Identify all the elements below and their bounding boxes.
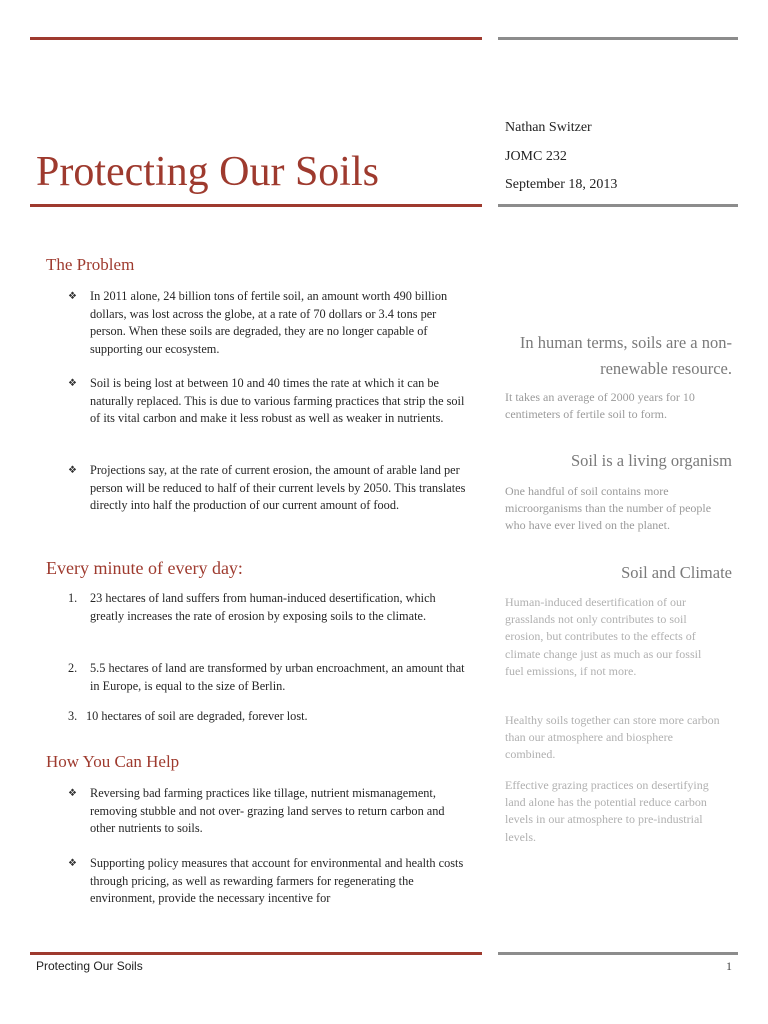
numbered-item xyxy=(68,660,468,695)
document-date: September 18, 2013 xyxy=(505,177,618,192)
footer-rule-right xyxy=(498,952,738,955)
page-number: 1 xyxy=(726,959,732,973)
author-name: Nathan Switzer xyxy=(505,120,592,135)
sidebar-living-heading: Soil is a living organism xyxy=(570,451,732,470)
problem-bullet xyxy=(68,375,468,428)
numbered-item xyxy=(68,590,468,625)
problem-bullet xyxy=(68,288,468,358)
problem-bullet xyxy=(68,462,468,515)
bullet-text: Projections say, at the rate of current erosion, the amount of arable land per person will be reduced to half of their current levels by 2050. This translates directly into half the production of our current amount of food. xyxy=(90,463,466,512)
bullet-text: Soil is being lost at between 10 and 40 times the rate at which it can be naturally replaced. This is due to various farming practices that strip the soil of its vital carbon and make it less robust as well as weaker in nutrients. xyxy=(90,376,465,425)
course-code: JOMC 232 xyxy=(505,149,567,164)
sidebar-human-terms-text: It takes an average of 2000 years for 10 centimeters of fertile soil to form. xyxy=(505,390,695,422)
footer-rule-left xyxy=(30,952,482,955)
top-rule-right xyxy=(498,37,738,40)
title-rule-left xyxy=(30,204,482,207)
diamond-bullet-icon: ❖ xyxy=(68,291,77,302)
title-rule-right xyxy=(498,204,738,207)
item-number: 2. xyxy=(68,661,78,675)
sidebar-human-terms-heading: In human terms, soils are a non-renewable resource. xyxy=(519,333,732,378)
diamond-bullet-icon: ❖ xyxy=(68,858,77,869)
sidebar-climate-heading: Soil and Climate xyxy=(621,563,732,582)
help-bullet xyxy=(68,855,468,908)
help-bullet xyxy=(68,785,468,838)
page-title: Protecting Our Soils xyxy=(36,149,379,195)
bullet-text: Supporting policy measures that account for environmental and health costs through pricing, as well as rewarding farmers for regenerating the environment, provide the necessary incentive for xyxy=(90,856,464,905)
problem-heading: The Problem xyxy=(46,255,135,274)
every-minute-heading: Every minute of every day: xyxy=(46,558,243,578)
bullet-text: In 2011 alone, 24 billion tons of fertile soil, an amount worth 490 billion dollars, was lost across the globe, at a rate of 70 dollars or 3.4 tons per person. When these soils are degraded, they are no longer capable of supporting our ecosystem. xyxy=(90,289,448,356)
footer-title: Protecting Our Soils xyxy=(36,959,143,973)
sidebar-living-text: One handful of soil contains more microorganisms than the number of people who have ever lived on the planet. xyxy=(505,484,712,533)
sidebar-climate-paragraph: Healthy soils together can store more carbon than our atmosphere and biosphere combined. xyxy=(505,713,720,762)
numbered-item xyxy=(68,708,468,726)
top-rule-left xyxy=(30,37,482,40)
sidebar-climate-paragraph: Human-induced desertification of our grasslands not only contributes to soil erosion, but contributes to the effects of climate change just as much as our fossil fuel emissions, if not more. xyxy=(505,595,702,678)
sidebar-climate-paragraph: Effective grazing practices on desertifying land alone has the potential reduce carbon levels in our atmosphere to pre-industrial levels. xyxy=(505,778,709,844)
item-number: 3. xyxy=(68,709,78,723)
item-text: 23 hectares of land suffers from human-induced desertification, which greatly increases the rate of erosion by exposing soils to the climate. xyxy=(90,591,436,623)
item-text: 10 hectares of soil are degraded, forever lost. xyxy=(86,709,308,723)
item-number: 1. xyxy=(68,591,78,605)
item-text: 5.5 hectares of land are transformed by urban encroachment, an amount that in Europe, is equal to the size of Berlin. xyxy=(90,661,465,693)
diamond-bullet-icon: ❖ xyxy=(68,378,77,389)
help-heading: How You Can Help xyxy=(46,752,180,771)
diamond-bullet-icon: ❖ xyxy=(68,788,77,799)
diamond-bullet-icon: ❖ xyxy=(68,465,77,476)
bullet-text: Reversing bad farming practices like tillage, nutrient mismanagement, removing stubble and not over- grazing land serves to return carbon and other nutrients to soils. xyxy=(90,786,445,835)
